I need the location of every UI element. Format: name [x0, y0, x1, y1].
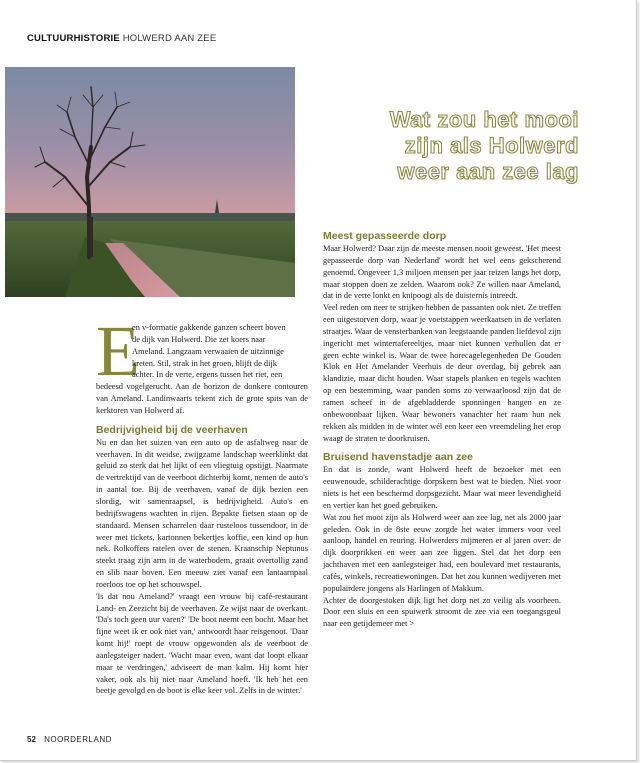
intro-line: Ameland. Langzaam verwaaien de uitzinnige	[132, 346, 284, 356]
body-paragraph: 'Is dat nou Ameland?' vraagt een vrouw bij café-restaurant Land- en Zeezicht bij de veerhaven. Ze wijst naar de overkant. 'Da's toch geen uur varen?' 'De boot neemt een bocht. Maar het fijne weet ik er ook niet van,' antwoordt haar reisgenoot. 'Daar komt hij!' roept de vrouw opgewonden als de veerboot de aanlegsteiger nadert. 'Wacht maar even, want dat loopt elkaar maar te verdringen,' adviseert de man kalm. Hij komt hier vaker, ook als hij niet naar Ameland hoeft. 'Ik heb het een beetje gevolgd en de boot is elke keer vol. Zelfs in de winter.'	[96, 591, 308, 696]
section-subtitle: HOLWERD AAN ZEE	[122, 33, 217, 44]
headline-line: Wat zou het mooi	[389, 107, 579, 132]
headline	[390, 107, 579, 185]
headline-line: weer aan zee lag	[397, 159, 579, 184]
section-label: CULTUURHISTORIE	[27, 33, 120, 44]
section-heading: Meest gepasseerde dorp	[323, 230, 447, 242]
body-paragraph: Nu en dan het suizen van een auto op de asfaltweg naar de veerhaven. In dit weidse, zwijgzame landschap weerklinkt dat geluid zo sterk dat het lijkt of een vliegtuig opstijgt. Naarmate de vertrektijd van de veerboot dichterbij komt, nemen de auto's in aantal toe. Bij de veerhaven, vanaf de dijk bezien een slordig, wit samenraapsel, is bedrijvigheid. Auto's en bedrijfswagens wachten in rijen. Bepakte fietsen staan op de standaard. Mensen scharrelen daar rusteloos tussendoor, in de weer met tickets, kartonnen bekertjes koffie, een kind op hun nek. Rolkoffers ratelen over de stenen. Kraanschip Neptunus steekt traag zijn arm in de waterbodem, graait overtollig zand en slib naar boven. Een meeuw ziet vanaf een lantaarnpaal roerloos toe op het schouwspel.	[96, 437, 308, 589]
section-header	[27, 33, 216, 44]
intro-line: achter. In de verte, ergens tussen het riet, een	[132, 370, 283, 380]
section-heading: Bedrijvigheid bij de veerhaven	[96, 423, 248, 436]
body-paragraph: En dat is zonde, want Holwerd heeft de bezoeker met een eeuwenoude, schilderachtige dorpskern best wat te bieden. Niet voor niets is het een beschermd dorpsgezicht. Maar wat meer levendigheid en vertier kan het goed gebruiken.	[323, 465, 561, 510]
intro-line: de dijk van Holwerd. Die zet koers naar	[132, 334, 266, 344]
intro-line: en v-formatie gakkende ganzen scheert boven	[132, 323, 286, 332]
right-column	[323, 230, 561, 630]
section-heading: Bruisend havenstadje aan zee	[323, 451, 473, 464]
intro-paragraph: bedeesd vogelgerucht. Aan de horizon de donkere contouren van Ameland. Landinwaarts tekent zich de grote spits van de kerktoren van Holwerd af.	[96, 382, 308, 415]
body-paragraph: Maar Holwerd? Daar zijn de meeste mensen nooit geweest. 'Het meest gepasseerde dorp van Nederland' wordt het wel eens gekscherend genoemd. Ongeveer 1,3 miljoen mensen per jaar reizen langs het dorp, maar stoppen doen ze zelden. Waarom ook? Ze willen naar Ameland, dat in de verte lonkt en knipoogt als de duisternis intreedt.	[323, 244, 561, 301]
drop-cap: E	[96, 311, 140, 391]
body-paragraph: Veel reden om neer te strijken hebben de passanten ook niet. Ze treffen een uitgestorven dorp, waar je voetstappen weerkaatsen in de verlaten straatjes. Waar de vensterbanken van leegstaande panden liefdevol zijn ingericht met wintertafereeltjes, maar niet kunnen verhullen dat er geen echte winkel is. Waar de twee horecagelegenheden De Gouden Klok en Het Amelander Veerhuis de deur overdag, bij gebrek aan klandizie, maar dicht houden. Waar stapels planken en tegels wachten op een bestemming, waar panden soms zo verwaarloosd zijn dat de ramen scheef in de afgebladderde sponningen hangen en ze onbewoonbaar lijken. Waar bewoners vanachter het raam hun nek rekken als midden in de winter wél een keer een vreemdeling het erop waagt de straten te doorkruisen.	[323, 303, 561, 443]
body-paragraph: Achter de doorgestoken dijk ligt het dorp net zo veilig als voorheen. Door een sluis en een spuiwerk stroomt de zee via een toegangsgeul naar een getijdemeer met >	[323, 595, 561, 629]
magazine-name: NOORDERLAND	[44, 735, 112, 744]
left-column	[96, 311, 308, 697]
intro-line: kreten. Stil, strak in het groen, blijft de dijk	[132, 358, 277, 368]
headline-line: zijn als Holwerd	[404, 133, 579, 158]
body-paragraph: Wat zou het mooi zijn als Holwerd weer aan zee lag, net als 2000 jaar geleden. Ook in de 8ste eeuw zorgde het water immers voor veel aanloop, handel en reuring. Holwerders mijmeren er al jaren over: de dijk doorprikken en weer aan zee liggen. Stel dat het dorp een jachthaven met een aanlegsteiger had, een boulevard met restaurants, cafés, winkels, recreatiewoningen. Dat het zou kunnen wedijveren met populairdere jongens als Harlingen of Makkum.	[323, 512, 561, 593]
landscape-photo	[5, 67, 295, 297]
page-footer	[27, 735, 112, 744]
page-number: 52	[27, 735, 36, 744]
